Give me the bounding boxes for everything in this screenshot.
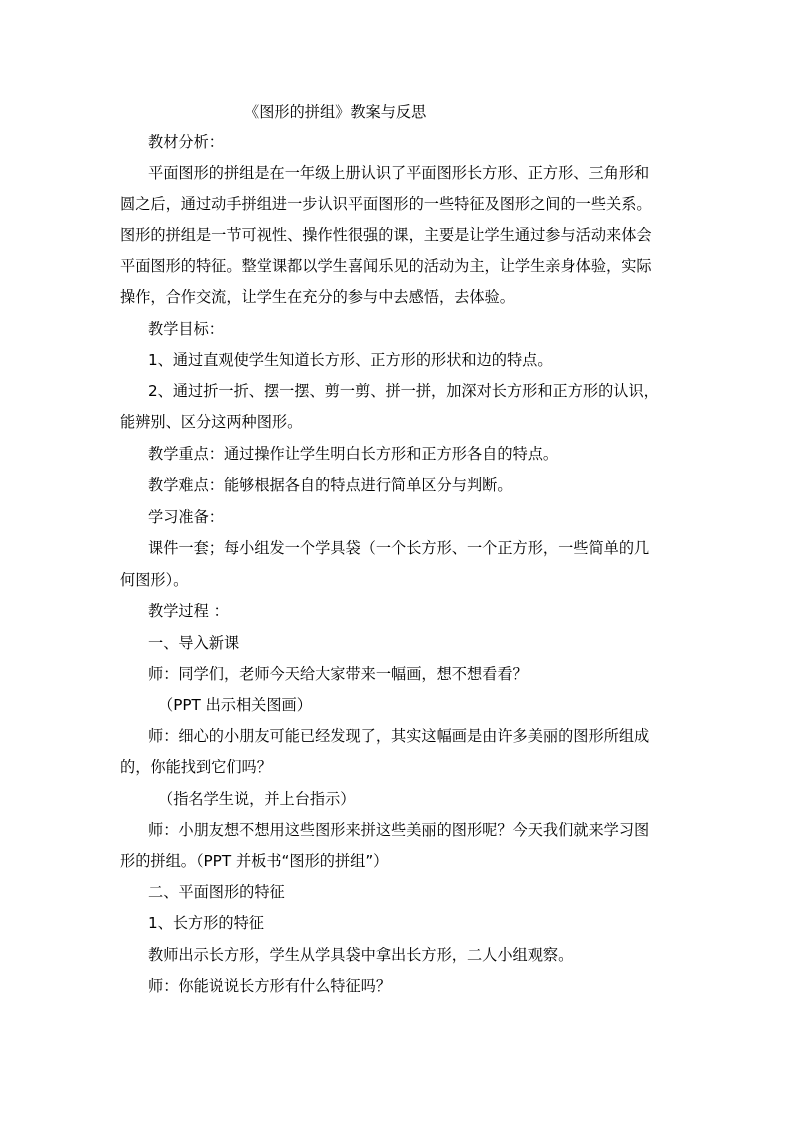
goal-item-continued: 能辨别、区分这两种图形。	[120, 413, 303, 431]
process-heading: 教学过程 ：	[148, 602, 229, 620]
goal-item: 2、通过折一折、摆一摆、剪一剪、拼一拼，加深对长方形和正方形的认识，	[148, 382, 659, 400]
analysis-line: 圆之后，通过动手拼组进一步认识平面图形的一些特征及图形之间的一些关系。	[120, 195, 652, 213]
stage-note: （PPT 出示相关图画）	[158, 696, 312, 714]
difficulty: 教学难点：能够根据各自的特点进行简单区分与判断。	[148, 476, 513, 494]
analysis-heading: 教材分析：	[148, 133, 224, 151]
action-line: 教师出示长方形，学生从学具袋中拿出长方形，二人小组观察。	[148, 946, 574, 964]
analysis-line: 图形的拼组是一节可视性、操作性很强的课，主要是让学生通过参与活动来体会	[120, 226, 652, 244]
document-title: 《图形的拼组》教案与反思	[244, 103, 427, 121]
prep-heading: 学习准备：	[148, 508, 224, 526]
analysis-line: 操作，合作交流，让学生在充分的参与中去感悟，去体验。	[120, 288, 515, 306]
part-heading: 一、导入新课	[148, 634, 240, 652]
teacher-line: 师：你能说说长方形有什么特征吗？	[148, 977, 391, 995]
goals-heading: 教学目标：	[148, 320, 224, 338]
teacher-line-continued: 的，你能找到它们吗？	[120, 758, 272, 776]
key-point: 教学重点：通过操作让学生明白长方形和正方形各自的特点。	[148, 445, 559, 463]
teacher-line: 师：同学们，老师今天给大家带来一幅画，想不想看看？	[148, 665, 528, 683]
teacher-line-continued: 形的拼组。（PPT 并板书“图形的拼组”）	[120, 852, 389, 870]
analysis-line: 平面图形的特征。整堂课都以学生喜闻乐见的活动为主，让学生亲身体验，实际	[120, 257, 652, 275]
teacher-line: 师：小朋友想不想用这些图形来拼这些美丽的图形呢？今天我们就来学习图	[148, 821, 650, 839]
prep-line: 何图形）。	[120, 571, 189, 589]
goal-item: 1、通过直观使学生知道长方形、正方形的形状和边的特点。	[148, 351, 553, 369]
teacher-line: 师：细心的小朋友可能已经发现了，其实这幅画是由许多美丽的图形所组成	[148, 727, 650, 745]
sub-heading: 1、长方形的特征	[148, 914, 264, 932]
prep-line: 课件一套；每小组发一个学具袋（一个长方形、一个正方形，一些简单的几	[148, 539, 650, 557]
stage-note: （指名学生说，并上台指示）	[158, 790, 356, 808]
analysis-line: 平面图形的拼组是在一年级上册认识了平面图形长方形、正方形、三角形和	[148, 164, 650, 182]
part-heading: 二、平面图形的特征	[148, 883, 285, 901]
